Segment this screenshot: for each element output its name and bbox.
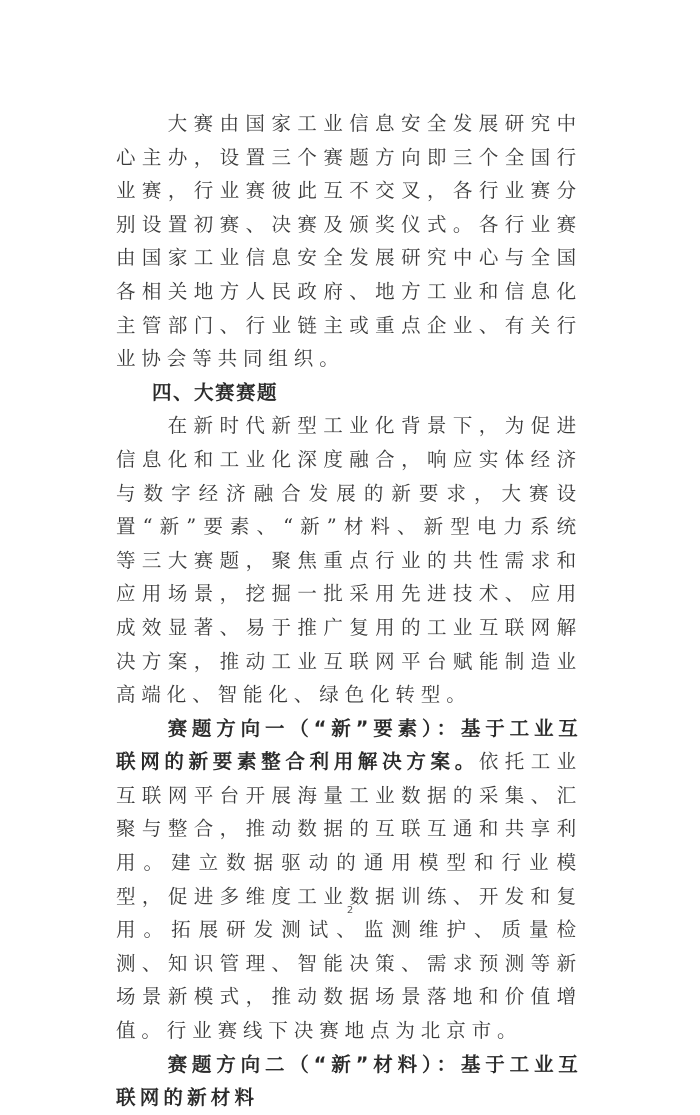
section-intro-paragraph: 在新时代新型工业化背景下，为促进信息化和工业化深度融合，响应实体经济与数字经济融合发展的新要求，大赛设置“新”要素、“新”材料、新型电力系统等三大赛题，聚焦重点行业的共性需求和应用场景，挖掘一批采用先进技术、应用成效显著、易于推广复用的工业互联网解决方案，推动工业互联网平台赋能制造业高端化、智能化、绿色化转型。 xyxy=(116,414,582,707)
organizer-paragraph: 大赛由国家工业信息安全发展研究中心主办，设置三个赛题方向即三个全国行业赛，行业赛彼此互不交叉，各行业赛分别设置初赛、决赛及颁奖仪式。各行业赛由国家工业信息安全发展研究中心与全国各相关地方人民政府、地方工业和信息化主管部门、行业链主或重点企业、有关行业协会等共同组织。 xyxy=(116,112,582,371)
direction-one-title: 赛题方向一（“新”要素）：基于工业互联网的新要素整合利用解决方案。 xyxy=(116,716,582,774)
page-number: 2 xyxy=(346,905,354,916)
page-content xyxy=(116,107,582,1115)
direction-one-paragraph xyxy=(116,712,582,1048)
direction-two-title: 赛题方向二（“新”材料）：基于工业互联网的新材料 xyxy=(116,1052,582,1110)
direction-two-paragraph xyxy=(116,1048,582,1115)
section-heading: 四、大赛赛题 xyxy=(152,380,279,404)
direction-one-body: 依托工业互联网平台开展海量工业数据的采集、汇聚与整合，推动数据的互联互通和共享利用。建立数据驱动的通用模型和行业模型，促进多维度工业数据训练、开发和复用。拓展研发测试、监测维护、质量检测、知识管理、智能决策、需求预测等新场景新模式，推动数据场景落地和价值增值。行业赛线下决赛地点为北京市。 xyxy=(116,750,582,1043)
